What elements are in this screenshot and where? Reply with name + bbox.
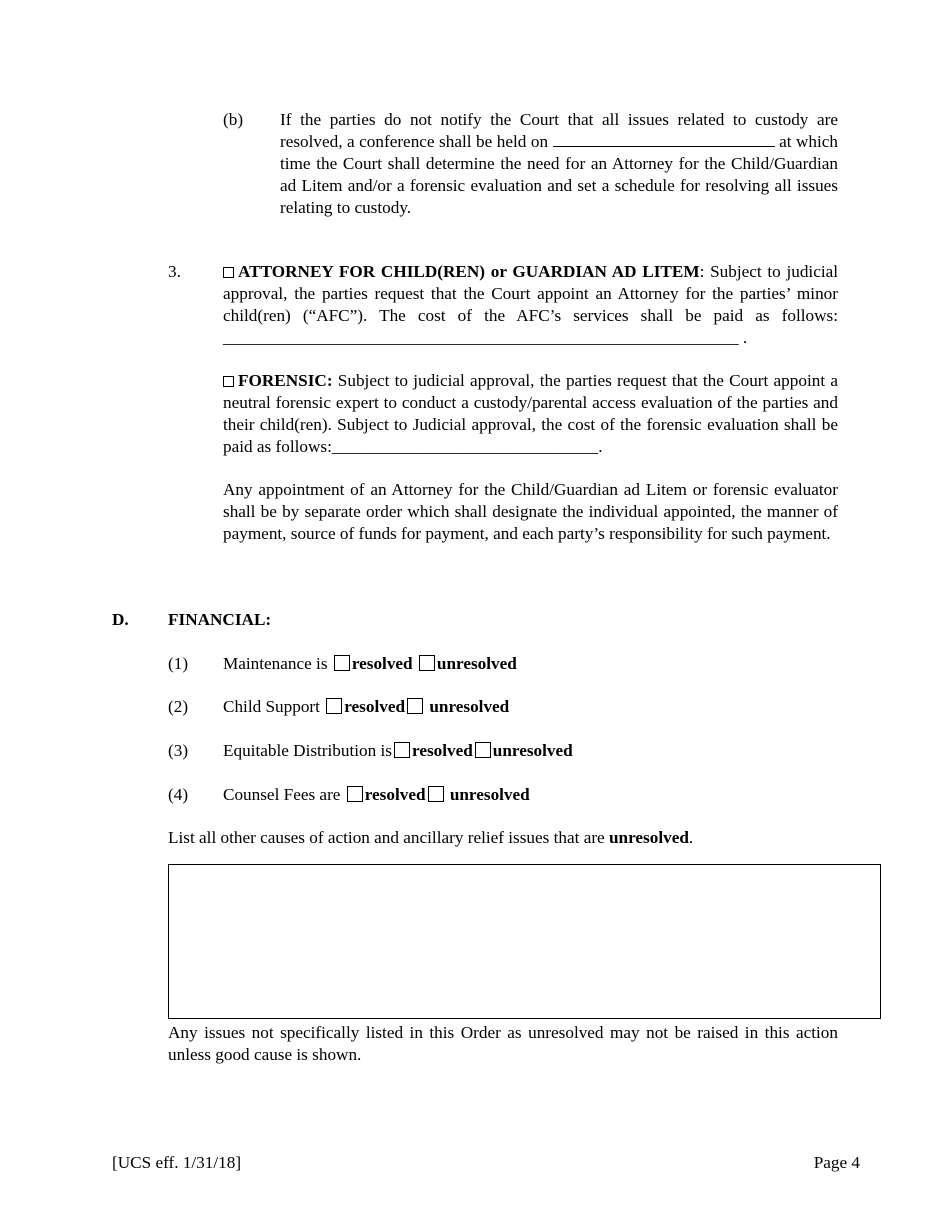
- list-prompt-bold: unresolved: [608, 828, 689, 847]
- afc-text: : Subject to judicial approval, the parties request that the Court appoint an Attorney for the parties’ minor child(ren) (“AFC”). The cost of the AFC’s services shall be paid as follows: ____________________________________________________________ .: [223, 262, 838, 347]
- list-prompt-period: .: [688, 828, 694, 847]
- resolved-label: resolved: [344, 697, 406, 716]
- section-b-text: [280, 109, 838, 219]
- forensic-heading: FORENSIC:: [238, 371, 333, 390]
- financial-item-number: (1): [168, 654, 189, 673]
- afc-paragraph: [223, 261, 838, 349]
- financial-item-label: Maintenance is: [223, 654, 328, 673]
- section-b-text-after: at which time the Court shall determine the need for an Attorney for the Child/Guardian ad Litem and/or a forensic evaluation and set a schedule for resolving all issues relating to custody.: [280, 132, 838, 217]
- child-support-resolved-checkbox[interactable]: [326, 698, 342, 714]
- unresolved-label: unresolved: [429, 697, 510, 716]
- counsel-fees-unresolved-checkbox[interactable]: [428, 786, 444, 802]
- equitable-resolved-checkbox[interactable]: [394, 742, 410, 758]
- financial-item-number: (3): [168, 741, 189, 760]
- section-d-heading: FINANCIAL:: [168, 610, 272, 629]
- maintenance-resolved-checkbox[interactable]: [334, 655, 350, 671]
- footer-version: [UCS eff. 1/31/18]: [112, 1153, 242, 1172]
- footer-note: Any issues not specifically listed in this Order as unresolved may not be raised in this action unless good cause is shown.: [168, 1023, 838, 1064]
- financial-item-label: Counsel Fees are: [223, 785, 341, 804]
- counsel-fees-resolved-checkbox[interactable]: [347, 786, 363, 802]
- unresolved-label: unresolved: [449, 785, 530, 804]
- list-prompt-text: List all other causes of action and ancillary relief issues that are: [168, 828, 609, 847]
- financial-item-number: (2): [168, 697, 189, 716]
- child-support-unresolved-checkbox[interactable]: [407, 698, 423, 714]
- appointment-paragraph: Any appointment of an Attorney for the Child/Guardian ad Litem or forensic evaluator shall be by separate order which shall designate the individual appointed, the manner of payment, source of funds for payment, and each party’s responsibility for such payment.: [223, 480, 838, 543]
- forensic-text: Subject to judicial approval, the parties request that the Court appoint a neutral forensic expert to conduct a custody/parental access evaluation of the parties and their child(ren). Subject to Judicial approval, the cost of the forensic evaluation shall be paid as follows:_______________________________.: [223, 371, 838, 456]
- section-d-letter: D.: [112, 610, 129, 629]
- resolved-label: resolved: [351, 654, 413, 673]
- conference-date-blank[interactable]: [553, 132, 775, 147]
- afc-heading: ATTORNEY FOR CHILD(REN) or GUARDIAN AD LITEM: [238, 262, 700, 281]
- page-number: Page 4: [813, 1153, 860, 1172]
- forensic-checkbox[interactable]: [223, 376, 234, 387]
- section-3-number: 3.: [168, 262, 181, 281]
- equitable-unresolved-checkbox[interactable]: [475, 742, 491, 758]
- financial-item-label: Equitable Distribution is: [223, 741, 392, 760]
- maintenance-unresolved-checkbox[interactable]: [419, 655, 435, 671]
- list-prompt: [168, 827, 693, 849]
- unresolved-label: unresolved: [492, 741, 573, 760]
- resolved-label: resolved: [412, 741, 473, 760]
- unresolved-label: unresolved: [436, 654, 517, 673]
- section-b-text-before: If the parties do not notify the Court that all issues related to custody are resolved, a conference shall be held on: [280, 110, 838, 151]
- section-b-label: (b): [223, 110, 244, 129]
- afc-checkbox[interactable]: [223, 267, 234, 278]
- unresolved-issues-box[interactable]: [168, 864, 881, 1019]
- financial-item-label: Child Support: [223, 697, 320, 716]
- financial-item-number: (4): [168, 785, 189, 804]
- forensic-paragraph: [223, 370, 838, 458]
- resolved-label: resolved: [364, 785, 426, 804]
